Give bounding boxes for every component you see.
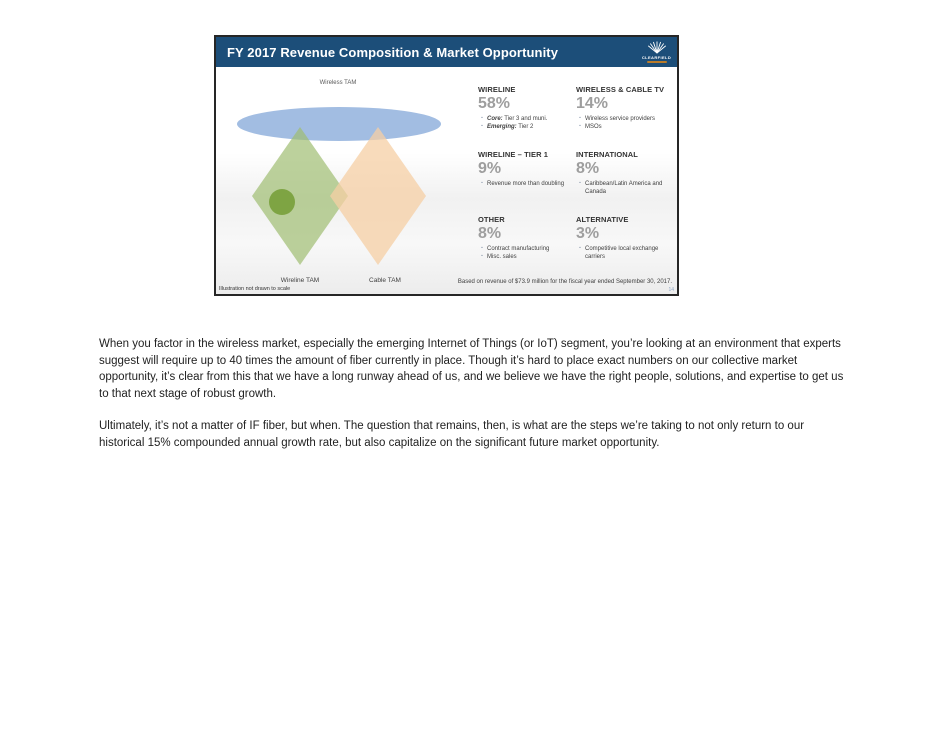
stat-bullet: · Competitive local exchange carriers (578, 245, 670, 261)
stat-bullet-list (480, 115, 572, 131)
stat-bullet-list (578, 245, 670, 261)
stat-wireless-cable-tv (576, 85, 674, 150)
stat-value: 8% (478, 225, 502, 242)
tam-diagram (216, 67, 466, 294)
revenue-stats-grid (478, 85, 674, 280)
stat-value: 3% (576, 225, 600, 242)
wireless-tam-ellipse (237, 107, 441, 141)
cable-tam-label: Cable TAM (369, 277, 401, 284)
embedded-slide-image (214, 35, 679, 296)
logo-tagline (647, 61, 667, 63)
stat-bullet-list (480, 245, 572, 261)
stat-bullet: · Contract manufacturing (480, 245, 572, 253)
stat-heading: ALTERNATIVE (576, 215, 629, 224)
core-revenue-circle (269, 189, 295, 215)
stat-bullet: · Wireless service providers (578, 115, 670, 123)
stat-bullet: · Misc. sales (480, 253, 572, 261)
slide-content (216, 67, 677, 294)
paragraph-wireless-market: When you factor in the wireless market, especially the emerging Internet of Things (or IoT) segment, you’re looking at an environment that experts suggest will require up to 40 times the amount of fiber currently in place. Though it’s hard to place exact numbers on our collective market opportunity, it’s clear from this that we have a long runway ahead of us, and we believe we have the right people, solutions, and expertise to get us to that next stage of robust growth. (99, 338, 844, 400)
stat-bullet: · Core: Tier 3 and muni. (480, 115, 572, 123)
scale-disclaimer: Illustration not drawn to scale (219, 286, 291, 292)
wireless-tam-label: Wireless TAM (319, 80, 357, 86)
shell-logo-icon (646, 41, 668, 54)
stat-value: 8% (576, 160, 600, 177)
stat-wireline (478, 85, 576, 150)
clearfield-logo (639, 37, 677, 67)
stat-bullet: · Caribbean/Latin America and Canada (578, 180, 670, 196)
slide-title-bar (216, 37, 677, 67)
stat-other (478, 215, 576, 280)
stat-value: 9% (478, 160, 502, 177)
document-body-text (99, 336, 851, 452)
logo-brand-text: CLEARFIELD (641, 54, 672, 60)
slide-title: FY 2017 Revenue Composition & Market Opportunity (227, 44, 559, 60)
cable-tam-diamond (330, 127, 426, 265)
stat-bullet: · Emerging: Tier 2 (480, 123, 572, 131)
stat-heading: INTERNATIONAL (576, 150, 638, 159)
stat-value: 14% (576, 95, 609, 112)
revenue-footnote: Based on revenue of $73.9 million for the fiscal year ended September 30, 2017. (457, 279, 672, 285)
stat-value: 58% (478, 95, 511, 112)
stat-bullet-list (480, 180, 572, 188)
paragraph-if-fiber: Ultimately, it’s not a matter of IF fiber, but when. The question that remains, then, is what are the steps we’re taking to not only return to our historical 15% compounded annual growth rate, but also capitalize on the significant future market opportunity. (99, 420, 805, 449)
stat-heading: WIRELINE (478, 85, 516, 94)
stat-heading: WIRELESS & CABLE TV (576, 85, 665, 94)
stat-wireline-tier1 (478, 150, 576, 215)
stat-bullet-list (578, 180, 670, 196)
stat-bullet: · MSOs (578, 123, 670, 131)
stat-heading: OTHER (478, 215, 505, 224)
stat-international (576, 150, 674, 215)
stat-alternative (576, 215, 674, 280)
stat-bullet: · Revenue more than doubling (480, 180, 572, 188)
wireline-tam-label: Wireline TAM (280, 277, 320, 284)
stat-heading: WIRELINE – TIER 1 (478, 150, 549, 159)
slide-page-number: 14 (668, 287, 674, 293)
stat-bullet-list (578, 115, 670, 131)
